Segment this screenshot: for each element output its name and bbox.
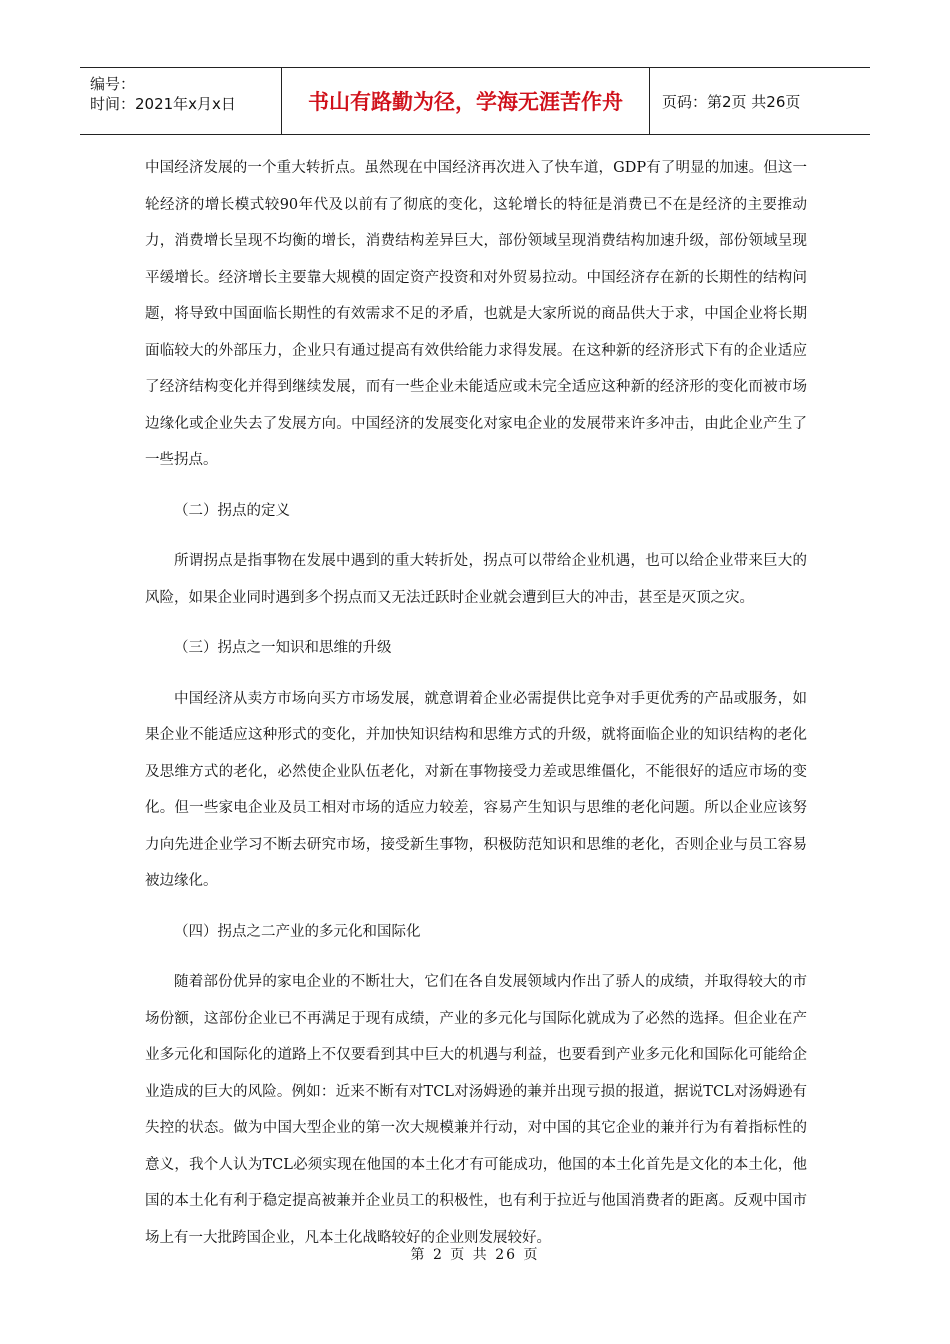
- paragraph: 中国经济从卖方市场向买方市场发展，就意谓着企业必需提供比竞争对手更优秀的产品或服务，如果企业不能适应这种形式的变化，并加快知识结构和思维方式的升级，就将面临企业的知识结构的老化及思维方式的老化，必然使企业队伍老化，对新在事物接受力差或思维僵化，不能很好的适应市场的变化。但一些家电企业及员工相对市场的适应力较差，容易产生知识与思维的老化问题。所以企业应该努力向先进企业学习不断去研究市场，接受新生事物，积极防范知识和思维的老化，否则企业与员工容易被边缘化。: [145, 690, 807, 889]
- page-footer: 第 2 页 共 26 页: [410, 1247, 540, 1263]
- paragraph: 所谓拐点是指事物在发展中遇到的重大转折处，拐点可以带给企业机遇，也可以给企业带来巨大的风险，如果企业同时遇到多个拐点而又无法迁跃时企业就会遭到巨大的冲击，甚至是灭顶之灾。: [145, 553, 807, 606]
- section-heading: （二）拐点的定义: [174, 502, 290, 519]
- section-heading: （四）拐点之二产业的多元化和国际化: [174, 923, 421, 940]
- doc-number-label: 编号：: [90, 75, 136, 93]
- document-body: [145, 150, 807, 1256]
- header-meta: [80, 68, 282, 134]
- paragraph: 中国经济发展的一个重大转折点。虽然现在中国经济再次进入了快车道，GDP有了明显的加速。但这一轮经济的增长模式较90年代及以前有了彻底的变化，这轮增长的特征是消费已不在是经济的主要推动力，消费增长呈现不均衡的增长，消费结构差异巨大，部份领域呈现消费结构加速升级，部份领域呈现平缓增长。经济增长主要靠大规模的固定资产投资和对外贸易拉动。中国经济存在新的长期性的结构问题，将导致中国面临长期性的有效需求不足的矛盾，也就是大家所说的商品供大于求，中国企业将长期面临较大的外部压力，企业只有通过提高有效供给能力求得发展。在这种新的经济形式下有的企业适应了经济结构变化并得到继续发展，而有一些企业未能适应或未完全适应这种新的经济形的变化而被市场边缘化或企业失去了发展方向。中国经济的发展变化对家电企业的发展带来许多冲击，由此企业产生了一些拐点。: [145, 160, 807, 468]
- section-heading: （三）拐点之一知识和思维的升级: [174, 640, 392, 656]
- paragraph: 随着部份优异的家电企业的不断壮大，它们在各自发展领域内作出了骄人的成绩，并取得较大的市场份额，这部份企业已不再满足于现有成绩，产业的多元化与国际化就成为了必然的选择。但企业在产业多元化和国际化的道路上不仅要看到其中巨大的机遇与利益，也要看到产业多元化和国际化可能给企业造成的巨大的风险。例如：近来不断有对TCL对汤姆逊的兼并出现亏损的报道，据说TCL对汤姆逊有失控的状态。做为中国大型企业的第一次大规模兼并行动，对中国的其它企业的兼并行为有着指标性的意义，我个人认为TCL必须实现在他国的本土化才有可能成功，他国的本土化首先是文化的本土化，他国的本土化有利于稳定提高被兼并企业员工的积极性，也有利于拉近与他国消费者的距离。反观中国市场上有一大批跨国企业，凡本土化战略较好的企业则发展较好。: [145, 974, 807, 1246]
- page-header: [80, 67, 870, 135]
- header-page-info: 页码：第2页 共26页: [662, 92, 801, 111]
- header-motto: 书山有路勤为径，学海无涯苦作舟: [282, 68, 650, 134]
- doc-time-label: 时间：2021年x月x日: [90, 95, 236, 113]
